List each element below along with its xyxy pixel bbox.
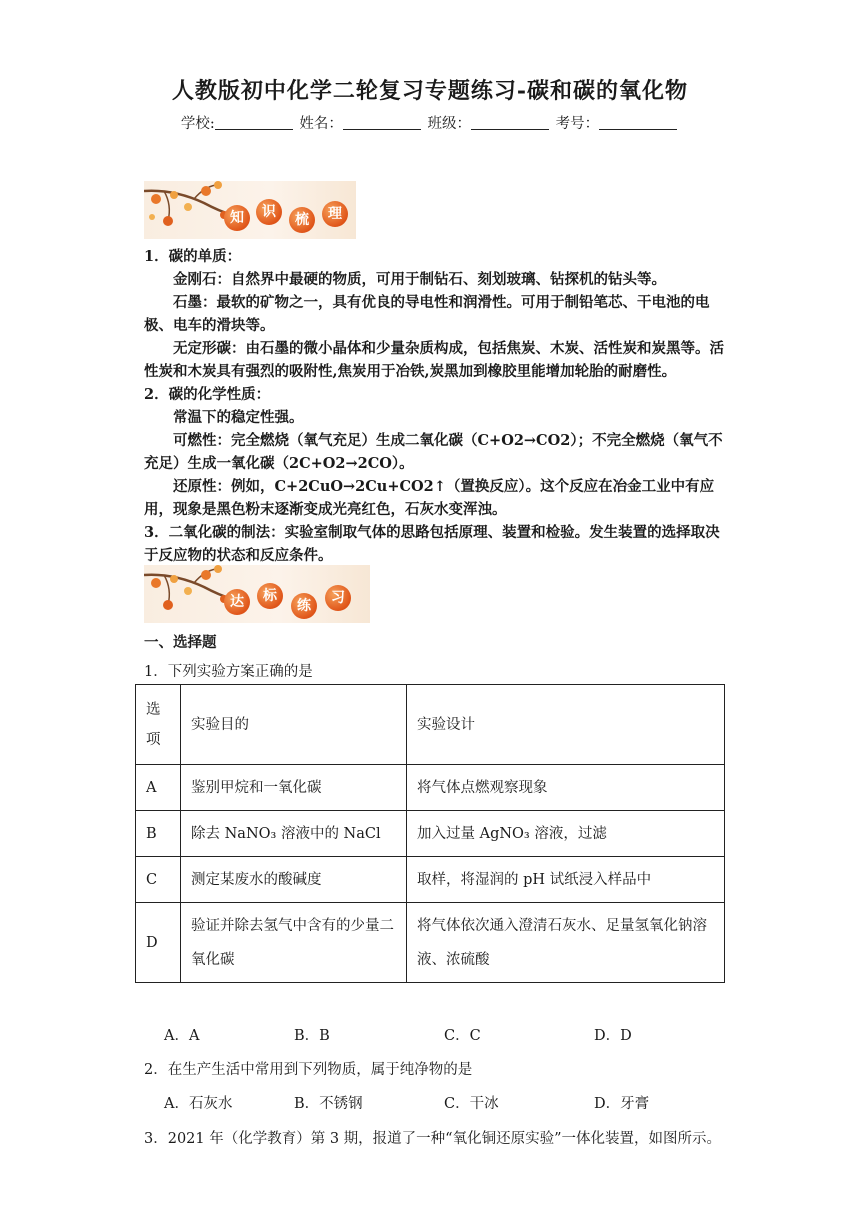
- school-label: 学校:: [180, 116, 215, 132]
- table-cell: 将气体点燃观察现象: [407, 765, 725, 811]
- table-header-cell: 实验目的: [181, 685, 407, 765]
- question-2-stem: 2．在生产生活中常用到下列物质，属于纯净物的是: [144, 1062, 473, 1078]
- combustion-text: 可燃性：完全燃烧（氧气充足）生成二氧化碳（C+O2→CO2）；不完全燃烧（氧气不充足）生成一氧化碳（2C+O2→2CO）。: [144, 432, 723, 472]
- table-cell: 取样，将湿润的 pH 试纸浸入样品中: [407, 857, 725, 903]
- table-cell: 测定某废水的酸碱度: [181, 857, 407, 903]
- graphite-text: 石墨：最软的矿物之一，具有优良的导电性和润滑性。可用于制铅笔芯、干电池的电极、电车的滑块等。: [144, 294, 710, 334]
- choice-b[interactable]: B．B: [294, 1028, 330, 1044]
- table-cell: 将气体依次通入澄清石灰水、足量氢氧化钠溶液、浓硫酸: [407, 903, 725, 983]
- question-3-stem: 3．2021 年（化学教育）第 3 期，报道了一种“氧化铜还原实验”一体化装置，如图所示。: [144, 1131, 722, 1147]
- table-cell: D: [136, 903, 181, 983]
- section-heading: 一、选择题: [144, 634, 217, 651]
- table-header-cell: 实验设计: [407, 685, 725, 765]
- question-1-stem: 1．下列实验方案正确的是: [144, 664, 313, 680]
- table-row: [136, 811, 725, 857]
- name-label: 姓名：: [299, 116, 343, 132]
- table-header-cell: 选项: [136, 685, 181, 765]
- knowledge-banner: [144, 181, 356, 239]
- student-info-line: [0, 112, 860, 133]
- autumn-branch-icon: [144, 565, 234, 623]
- table-row: [136, 857, 725, 903]
- exam-no-label: 考号：: [555, 116, 600, 132]
- reduction-text: 还原性：例如，C+2CuO→2Cu+CO2↑（置换反应）。这个反应在冶金工业中有应用，现象是黑色粉末逐渐变成光亮红色，石灰水变浑浊。: [144, 478, 715, 518]
- school-blank: [215, 115, 293, 130]
- table-cell: 验证并除去氢气中含有的少量二氧化碳: [181, 903, 407, 983]
- table-header-row: [136, 685, 725, 765]
- table-cell: B: [136, 811, 181, 857]
- choice-c[interactable]: C．C: [444, 1028, 481, 1044]
- autumn-branch-icon: [144, 181, 234, 239]
- class-blank: [471, 115, 549, 130]
- table-row: [136, 903, 725, 983]
- exam-no-blank: [599, 115, 677, 130]
- knowledge-heading-2: 2．碳的化学性质：: [144, 386, 271, 403]
- table-cell: 鉴别甲烷和一氧化碳: [181, 765, 407, 811]
- choice-b[interactable]: B．不锈钢: [294, 1096, 363, 1112]
- knowledge-section: [144, 245, 724, 567]
- banner-chip: 标: [257, 583, 283, 609]
- table-row: [136, 765, 725, 811]
- question-1-table: [135, 684, 725, 983]
- practice-banner: [144, 565, 370, 623]
- banner-chip: 习: [325, 585, 351, 611]
- class-label: 班级：: [427, 116, 471, 132]
- banner-chip: 练: [291, 593, 317, 619]
- banner-chip: 梳: [289, 207, 315, 233]
- name-blank: [343, 115, 421, 130]
- amorphous-carbon-text: 无定形碳：由石墨的微小晶体和少量杂质构成，包括焦炭、木炭、活性炭和炭黑等。活性炭和木炭具有强烈的吸附性,焦炭用于冶铁,炭黑加到橡胶里能增加轮胎的耐磨性。: [144, 340, 724, 380]
- choice-d[interactable]: D．D: [594, 1028, 632, 1044]
- banner-chip: 达: [224, 589, 250, 615]
- table-cell: A: [136, 765, 181, 811]
- choice-a[interactable]: A．A: [164, 1028, 200, 1044]
- banner-chip: 知: [224, 205, 250, 231]
- knowledge-heading-1: 1．碳的单质：: [144, 248, 242, 265]
- banner-chip: 识: [256, 199, 282, 225]
- knowledge-heading-3: 3．二氧化碳的制法：实验室制取气体的思路包括原理、装置和检验。发生装置的选择取决于反应物的状态和反应条件。: [144, 524, 720, 564]
- choice-c[interactable]: C．干冰: [444, 1096, 499, 1112]
- stability-text: 常温下的稳定性强。: [173, 409, 304, 426]
- choice-a[interactable]: A．石灰水: [164, 1096, 233, 1112]
- table-cell: 加入过量 AgNO₃ 溶液，过滤: [407, 811, 725, 857]
- diamond-text: 金刚石：自然界中最硬的物质，可用于制钻石、刻划玻璃、钻探机的钻头等。: [173, 271, 666, 288]
- choice-d[interactable]: D．牙膏: [594, 1096, 650, 1112]
- banner-chip: 理: [322, 201, 348, 227]
- table-cell: 除去 NaNO₃ 溶液中的 NaCl: [181, 811, 407, 857]
- table-cell: C: [136, 857, 181, 903]
- page-title: 人教版初中化学二轮复习专题练习-碳和碳的氧化物: [171, 78, 689, 104]
